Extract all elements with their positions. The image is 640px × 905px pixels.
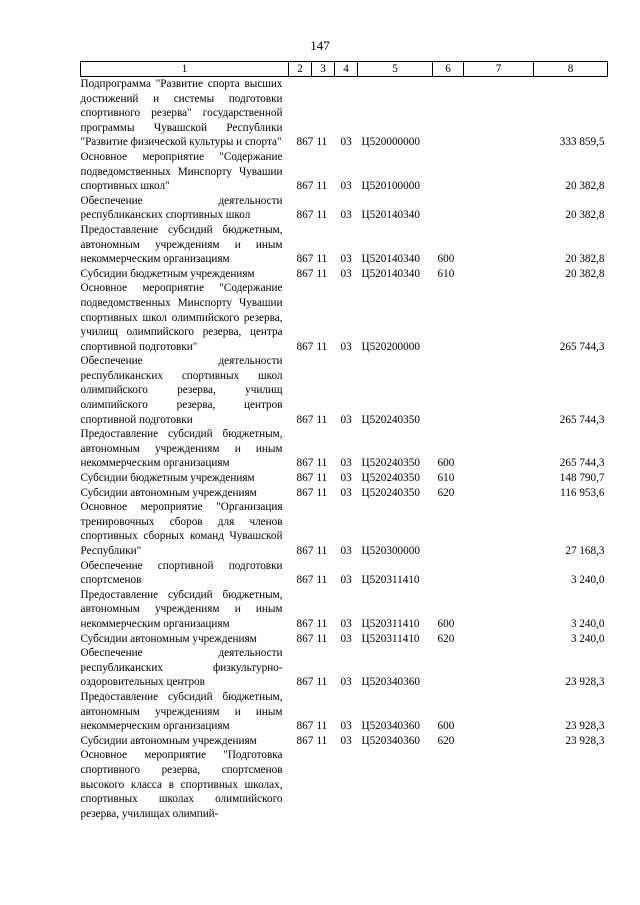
row-name: Субсидии бюджетным учреждениям <box>80 472 255 485</box>
row-amount: 20 382,8 <box>565 253 605 266</box>
row-section <box>312 748 335 821</box>
table-row <box>81 471 608 486</box>
row-name: Субсидии автономным учреждениям <box>80 632 257 645</box>
table-row <box>81 646 608 690</box>
header-col-1: 1 <box>81 62 289 77</box>
row-expense-type <box>433 150 464 194</box>
row-name: Основное мероприятие "Подготовка спортивного резерва, спортсменов высокого класса в спортивных школах, спортивных школах олимпийского резерва, училищах олимпий- <box>80 749 283 820</box>
row-name: Предоставление субсидий бюджетным, автономным учреждениям и иным некоммерческим организациям <box>80 588 283 630</box>
row-col-7 <box>464 281 534 354</box>
row-section: 11 <box>316 340 328 353</box>
table-row <box>81 194 608 223</box>
row-amount: 27 168,3 <box>565 545 605 557</box>
row-section: 11 <box>316 136 328 149</box>
row-amount: 333 859,5 <box>559 136 605 149</box>
row-expense-type: 600 <box>437 253 455 266</box>
row-target-article <box>358 748 433 821</box>
header-col-5: 5 <box>358 62 433 77</box>
row-subsection: 03 <box>340 472 352 485</box>
row-ministry-code: 867 <box>296 617 314 630</box>
row-amount: 20 382,8 <box>565 267 605 280</box>
row-ministry-code: 867 <box>296 574 314 587</box>
row-col-7 <box>464 267 534 282</box>
row-ministry-code: 867 <box>296 676 314 689</box>
row-amount: 23 928,3 <box>565 676 605 689</box>
row-expense-type: 610 <box>437 472 455 485</box>
table-row <box>81 734 608 749</box>
row-amount: 20 382,8 <box>565 180 605 193</box>
row-name: Обеспечение спортивной подготовки спортсменов <box>80 559 283 587</box>
table-row <box>81 588 608 632</box>
row-expense-type <box>433 354 464 427</box>
row-target-article: Ц520100000 <box>361 180 420 193</box>
row-name: Субсидии автономным учреждениям <box>80 486 257 499</box>
row-target-article: Ц520140340 <box>361 267 420 280</box>
row-ministry-code: 867 <box>296 340 314 353</box>
header-col-7: 7 <box>464 62 534 77</box>
row-col-7 <box>464 486 534 501</box>
row-target-article: Ц520240350 <box>361 457 420 470</box>
row-subsection: 03 <box>340 545 352 557</box>
row-ministry-code: 867 <box>296 180 314 193</box>
row-col-7 <box>464 471 534 486</box>
row-expense-type: 620 <box>437 486 455 499</box>
row-amount: 3 240,0 <box>570 617 605 630</box>
table-row <box>81 748 608 821</box>
row-name: Основное мероприятие "Содержание подведомственных Минспорту Чувашии спортивных школ олимпийского резерва, училищ олимпийского резерва, центра спортивной подготовки" <box>80 282 283 353</box>
header-col-2: 2 <box>289 62 312 77</box>
header-col-3: 3 <box>312 62 335 77</box>
row-col-7 <box>464 194 534 223</box>
table-row <box>81 500 608 558</box>
row-subsection: 03 <box>340 574 352 587</box>
row-subsection: 03 <box>340 486 352 499</box>
row-expense-type: 620 <box>437 632 455 645</box>
row-amount: 23 928,3 <box>565 734 605 747</box>
row-col-7 <box>464 632 534 647</box>
budget-table <box>80 61 608 821</box>
row-col-7 <box>464 223 534 267</box>
row-ministry-code: 867 <box>296 472 314 485</box>
row-ministry-code <box>289 748 312 821</box>
row-name: Субсидии автономным учреждениям <box>80 734 257 747</box>
row-amount: 23 928,3 <box>565 720 605 733</box>
row-ministry-code: 867 <box>296 632 314 645</box>
row-amount: 3 240,0 <box>570 632 605 645</box>
table-row <box>81 632 608 647</box>
row-subsection: 03 <box>340 267 352 280</box>
row-ministry-code: 867 <box>296 413 314 426</box>
row-expense-type <box>433 500 464 558</box>
row-target-article: Ц520340360 <box>361 720 420 733</box>
row-amount: 265 744,3 <box>559 413 605 426</box>
row-section: 11 <box>316 413 328 426</box>
table-row <box>81 690 608 734</box>
table-row <box>81 427 608 471</box>
row-ministry-code: 867 <box>296 486 314 499</box>
row-amount: 265 744,3 <box>559 340 605 353</box>
row-expense-type <box>433 77 464 150</box>
row-name: Субсидии бюджетным учреждениям <box>80 267 255 280</box>
row-amount: 265 744,3 <box>559 457 605 470</box>
row-col-7 <box>464 690 534 734</box>
row-section: 11 <box>316 267 328 280</box>
row-section: 11 <box>316 457 328 470</box>
row-name: Предоставление субсидий бюджетным, автономным учреждениям и иным некоммерческим организациям <box>80 428 283 470</box>
row-amount: 20 382,8 <box>565 209 605 222</box>
row-col-7 <box>464 354 534 427</box>
row-subsection: 03 <box>340 209 352 222</box>
row-expense-type <box>433 748 464 821</box>
row-section: 11 <box>316 574 328 587</box>
row-target-article: Ц520340360 <box>361 734 420 747</box>
table-row <box>81 559 608 588</box>
row-amount: 148 790,7 <box>559 472 605 485</box>
row-section: 11 <box>316 676 328 689</box>
row-target-article: Ц520311410 <box>361 574 420 587</box>
row-subsection: 03 <box>340 413 352 426</box>
row-expense-type <box>433 559 464 588</box>
row-name: Основное мероприятие "Содержание подведомственных Минспорту Чувашии спортивных школ" <box>80 150 283 193</box>
header-col-6: 6 <box>433 62 464 77</box>
row-target-article: Ц520240350 <box>361 472 420 485</box>
row-col-7 <box>464 150 534 194</box>
row-ministry-code: 867 <box>296 136 314 149</box>
row-ministry-code: 867 <box>296 545 314 557</box>
row-target-article: Ц520311410 <box>361 632 420 645</box>
row-name: Предоставление субсидий бюджетным, автономным учреждениям и иным некоммерческим организациям <box>80 690 283 733</box>
row-name: Обеспечение деятельности республиканских спортивных школ олимпийского резерва, училищ олимпийского резерва, центров спортивной подготовки <box>80 355 283 426</box>
table-row <box>81 77 608 150</box>
row-target-article: Ц520240350 <box>361 486 420 499</box>
header-col-4: 4 <box>335 62 358 77</box>
row-col-7 <box>464 500 534 558</box>
row-section: 11 <box>316 486 328 499</box>
table-row <box>81 486 608 501</box>
row-subsection: 03 <box>340 180 352 193</box>
row-amount: 3 240,0 <box>570 574 605 587</box>
row-col-7 <box>464 646 534 690</box>
row-subsection: 03 <box>340 617 352 630</box>
page-number: 147 <box>310 38 330 53</box>
row-target-article: Ц520200000 <box>361 340 420 353</box>
row-subsection: 03 <box>340 253 352 266</box>
row-expense-type <box>433 194 464 223</box>
table-row <box>81 354 608 427</box>
row-target-article: Ц520311410 <box>361 617 420 630</box>
row-section: 11 <box>316 545 328 557</box>
row-subsection: 03 <box>340 340 352 353</box>
row-col-7 <box>464 748 534 821</box>
row-amount: 116 953,6 <box>560 486 605 499</box>
row-subsection: 03 <box>340 734 352 747</box>
row-name: Предоставление субсидий бюджетным, автономным учреждениям и иным некоммерческим организациям <box>80 223 283 266</box>
row-target-article: Ц520140340 <box>361 209 420 222</box>
header-col-8: 8 <box>534 62 608 77</box>
row-expense-type <box>433 646 464 690</box>
row-name: Подпрограмма "Развитие спорта высших достижений и системы подготовки спортивного резерва" государственной программы Чувашской Республики "Развитие физической культуры и спорта" <box>80 78 283 149</box>
row-subsection: 03 <box>340 136 352 149</box>
row-ministry-code: 867 <box>296 457 314 470</box>
row-col-7 <box>464 77 534 150</box>
row-ministry-code: 867 <box>296 720 314 733</box>
row-section: 11 <box>316 472 328 485</box>
table-row <box>81 267 608 282</box>
table-header-row <box>81 62 608 77</box>
row-section: 11 <box>316 180 328 193</box>
row-expense-type: 600 <box>437 617 455 630</box>
row-expense-type: 620 <box>437 734 455 747</box>
row-ministry-code: 867 <box>296 734 314 747</box>
row-name: Обеспечение деятельности республиканских спортивных школ <box>80 194 283 222</box>
row-col-7 <box>464 427 534 471</box>
row-subsection: 03 <box>340 720 352 733</box>
row-target-article: Ц520240350 <box>361 413 420 426</box>
table-row <box>81 281 608 354</box>
row-expense-type: 600 <box>437 457 455 470</box>
table-row <box>81 150 608 194</box>
row-section: 11 <box>316 209 328 222</box>
table-row <box>81 223 608 267</box>
row-ministry-code: 867 <box>296 209 314 222</box>
row-section: 11 <box>316 253 328 266</box>
row-section: 11 <box>316 734 328 747</box>
row-amount <box>534 748 608 821</box>
row-subsection: 03 <box>340 632 352 645</box>
row-col-7 <box>464 588 534 632</box>
row-subsection <box>335 748 358 821</box>
row-ministry-code: 867 <box>296 267 314 280</box>
row-section: 11 <box>316 720 328 733</box>
row-col-7 <box>464 559 534 588</box>
row-expense-type: 610 <box>437 267 455 280</box>
row-subsection: 03 <box>340 457 352 470</box>
row-expense-type: 600 <box>437 720 455 733</box>
row-target-article: Ц520300000 <box>361 545 420 557</box>
row-name: Основное мероприятие "Организация тренировочных сборов для членов спортивных сборных команд Чувашской Республики" <box>80 501 283 557</box>
row-ministry-code: 867 <box>296 253 314 266</box>
row-section: 11 <box>316 617 328 630</box>
row-section: 11 <box>316 632 328 645</box>
row-name: Обеспечение деятельности республиканских физкультурно-оздоровительных центров <box>80 647 283 689</box>
row-col-7 <box>464 734 534 749</box>
row-subsection: 03 <box>340 676 352 689</box>
row-expense-type <box>433 281 464 354</box>
row-target-article: Ц520140340 <box>361 253 420 266</box>
row-target-article: Ц520000000 <box>361 136 420 149</box>
row-target-article: Ц520340360 <box>361 676 420 689</box>
